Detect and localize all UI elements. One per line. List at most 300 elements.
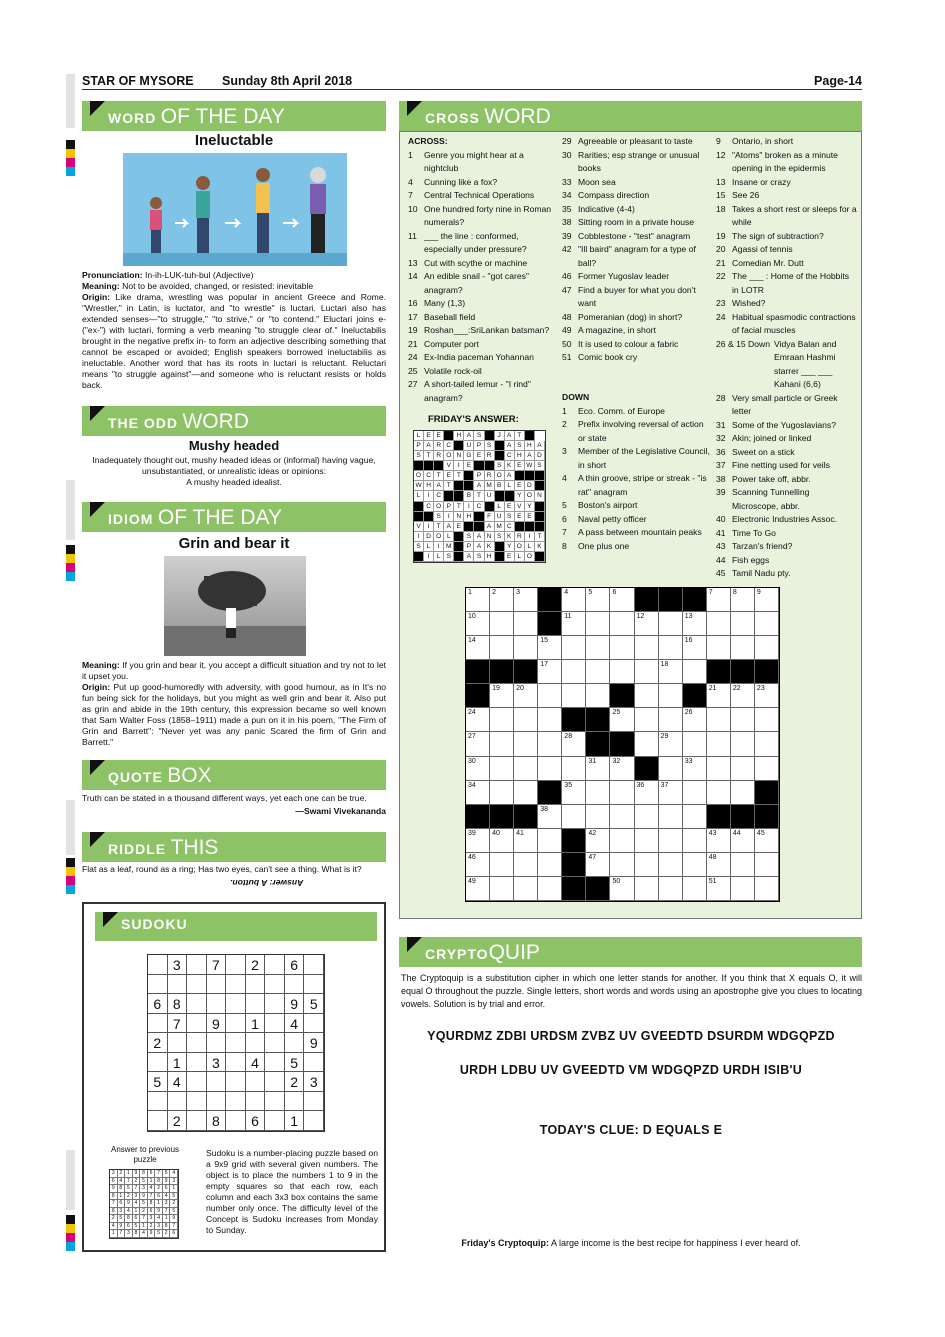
answer-cell: T xyxy=(434,471,444,481)
crossword-cell[interactable] xyxy=(538,853,562,877)
clue-number: 5 xyxy=(562,500,567,510)
sudoku-cell: 5 xyxy=(148,1072,168,1092)
sudoku-answer-cell: 4 xyxy=(118,1178,126,1186)
sudoku-cell[interactable] xyxy=(226,994,246,1014)
crossword-cell[interactable] xyxy=(586,660,610,684)
crossword-cell[interactable] xyxy=(683,757,707,781)
crossword-cell[interactable] xyxy=(731,877,755,901)
crossword-cell[interactable] xyxy=(635,612,659,636)
sudoku-answer-cell: 1 xyxy=(170,1185,178,1193)
sudoku-cell[interactable] xyxy=(246,1072,266,1092)
sudoku-cell[interactable] xyxy=(304,1053,324,1073)
crossword-cell[interactable] xyxy=(562,757,586,781)
banner-small-text: CRYPTO xyxy=(425,946,489,962)
crossword-cell[interactable] xyxy=(490,588,514,612)
crossword-cell[interactable] xyxy=(635,660,659,684)
sudoku-cell[interactable] xyxy=(168,1033,188,1053)
crossword-cell[interactable] xyxy=(538,684,562,708)
crossword-cell[interactable] xyxy=(514,757,538,781)
answer-cell xyxy=(495,441,505,451)
crossword-cell[interactable] xyxy=(490,612,514,636)
crossword-cell[interactable] xyxy=(466,588,490,612)
sudoku-cell[interactable] xyxy=(265,1053,285,1073)
sudoku-cell[interactable] xyxy=(226,975,246,995)
crossword-cell[interactable] xyxy=(562,781,586,805)
sudoku-cell: 6 xyxy=(148,994,168,1014)
sudoku-cell[interactable] xyxy=(265,1014,285,1034)
crossword-cell[interactable] xyxy=(586,805,610,829)
crossword-cell[interactable] xyxy=(755,877,779,901)
sudoku-answer-cell: 7 xyxy=(125,1178,133,1186)
sudoku-cell[interactable] xyxy=(187,1092,207,1112)
crossword-cell[interactable] xyxy=(538,829,562,853)
crossword-cell[interactable] xyxy=(659,757,683,781)
clue-number: 2 xyxy=(562,419,567,429)
crossword-cell[interactable] xyxy=(466,757,490,781)
clue-number: 43 xyxy=(716,541,726,551)
fridays-cryptoquip-label: Friday's Cryptoquip: xyxy=(461,1238,549,1248)
sudoku-answer-cell: 8 xyxy=(140,1170,148,1178)
crossword-cell[interactable] xyxy=(659,660,683,684)
sudoku-cell[interactable] xyxy=(226,1092,246,1112)
crossword-cell[interactable] xyxy=(514,732,538,756)
clue-item xyxy=(716,513,858,527)
crossword-cell[interactable] xyxy=(755,708,779,732)
crossword-cell[interactable] xyxy=(610,853,634,877)
sudoku-cell[interactable] xyxy=(148,1014,168,1034)
crossword-cell[interactable] xyxy=(707,732,731,756)
sudoku-cell: 3 xyxy=(168,955,188,975)
crossword-cell[interactable] xyxy=(586,853,610,877)
banner-small-text: IDIOM xyxy=(108,511,154,527)
meaning-label: Meaning: xyxy=(82,660,120,670)
crossword-cell[interactable] xyxy=(514,853,538,877)
clue-text: Many (1,3) xyxy=(424,298,466,308)
sudoku-answer-cell: 3 xyxy=(118,1208,126,1216)
sudoku-cell[interactable] xyxy=(265,1033,285,1053)
sudoku-answer-cell: 9 xyxy=(133,1170,141,1178)
clue-text: "Atoms" broken as a minute opening in the epidermis xyxy=(732,149,838,173)
clue-number: 37 xyxy=(716,460,726,470)
answer-cell xyxy=(424,461,434,471)
clue-item xyxy=(716,230,858,244)
clue-number: 36 xyxy=(716,446,726,457)
crossword-cell[interactable] xyxy=(466,829,490,853)
crossword-cell[interactable] xyxy=(538,732,562,756)
crossword-cell[interactable] xyxy=(562,588,586,612)
crossword-cell[interactable] xyxy=(490,684,514,708)
crossword-cell[interactable] xyxy=(659,829,683,853)
cell-number: 1 xyxy=(468,589,472,596)
crossword-cell[interactable] xyxy=(731,853,755,877)
crossword-cell[interactable] xyxy=(562,805,586,829)
crossword-cell[interactable] xyxy=(562,660,586,684)
cell-number: 46 xyxy=(468,853,476,861)
clue-text: Wished? xyxy=(732,298,766,308)
answer-cell: S xyxy=(515,441,525,451)
crossword-cell[interactable] xyxy=(514,612,538,636)
crossword-cell[interactable] xyxy=(562,732,586,756)
crossword-cell[interactable] xyxy=(514,588,538,612)
crossword-cell[interactable] xyxy=(610,829,634,853)
crossword-cell[interactable] xyxy=(659,708,683,732)
sudoku-cell[interactable] xyxy=(168,1092,188,1112)
crossword-cell[interactable] xyxy=(538,805,562,829)
crossword-cell[interactable] xyxy=(659,853,683,877)
sudoku-cell[interactable] xyxy=(187,975,207,995)
sudoku-answer-cell: 2 xyxy=(118,1170,126,1178)
answer-cell xyxy=(535,552,545,562)
sudoku-cell[interactable] xyxy=(226,1014,246,1034)
sudoku-cell[interactable] xyxy=(304,955,324,975)
sudoku-cell[interactable] xyxy=(148,955,168,975)
sudoku-cell[interactable] xyxy=(304,975,324,995)
crossword-cell[interactable] xyxy=(731,732,755,756)
crossword-cell[interactable] xyxy=(635,636,659,660)
answer-cell: W xyxy=(414,481,424,491)
crossword-cell[interactable] xyxy=(731,757,755,781)
crossword-cell[interactable] xyxy=(586,612,610,636)
sudoku-answer-cell: 1 xyxy=(148,1178,156,1186)
answer-cell: V xyxy=(414,522,424,532)
answer-cell: C xyxy=(444,441,454,451)
crossword-cell[interactable] xyxy=(562,684,586,708)
sudoku-answer-cell: 4 xyxy=(163,1193,171,1201)
sudoku-cell: 8 xyxy=(207,1111,227,1131)
crossword-cell[interactable] xyxy=(610,757,634,781)
sudoku-cell[interactable] xyxy=(265,1092,285,1112)
crossword-cell[interactable] xyxy=(707,781,731,805)
crossword-cell[interactable] xyxy=(755,588,779,612)
crossword-cell[interactable] xyxy=(490,877,514,901)
sudoku-cell[interactable] xyxy=(207,1033,227,1053)
crossword-cell[interactable] xyxy=(538,877,562,901)
idiom-banner xyxy=(82,502,386,532)
clue-text: The ___ : Home of the Hobbits in LOTR xyxy=(732,271,850,295)
crossword-cell[interactable] xyxy=(683,877,707,901)
sudoku-cell[interactable] xyxy=(265,955,285,975)
crossword-cell[interactable] xyxy=(755,853,779,877)
answer-cell: S xyxy=(535,461,545,471)
crossword-cell[interactable] xyxy=(586,829,610,853)
crossword-cell[interactable] xyxy=(659,781,683,805)
sudoku-cell[interactable] xyxy=(207,994,227,1014)
cell-number: 16 xyxy=(684,637,693,645)
sudoku-cell[interactable] xyxy=(187,1014,207,1034)
crossword-cell[interactable] xyxy=(635,853,659,877)
sudoku-cell[interactable] xyxy=(226,1072,246,1092)
cell-number: 18 xyxy=(660,661,669,669)
crossword-cell[interactable] xyxy=(490,732,514,756)
cell-number: 13 xyxy=(684,613,693,621)
sudoku-answer-cell: 1 xyxy=(118,1193,126,1201)
clue-item xyxy=(562,418,710,445)
clue-number: 49 xyxy=(562,325,572,335)
answer-cell xyxy=(424,512,434,522)
crossword-cell[interactable] xyxy=(635,877,659,901)
crossword-cell[interactable] xyxy=(466,636,490,660)
crossword-cell[interactable] xyxy=(635,805,659,829)
crossword-cell[interactable] xyxy=(683,612,707,636)
sudoku-cell[interactable] xyxy=(187,1033,207,1053)
crossword-cell[interactable] xyxy=(610,805,634,829)
crossword-cell[interactable] xyxy=(707,636,731,660)
crossword-cell[interactable] xyxy=(610,660,634,684)
crossword-cell[interactable] xyxy=(683,829,707,853)
answer-cell: E xyxy=(434,431,444,441)
cryptoquip-banner xyxy=(399,937,862,967)
sudoku-cell[interactable] xyxy=(207,975,227,995)
crossword-cell[interactable] xyxy=(659,612,683,636)
sudoku-cell[interactable] xyxy=(148,975,168,995)
crossword-cell[interactable] xyxy=(514,829,538,853)
banner-small-text: CROSS xyxy=(425,110,480,126)
sudoku-cell[interactable] xyxy=(246,1092,266,1112)
crossword-cell[interactable] xyxy=(586,781,610,805)
answer-cell xyxy=(495,451,505,461)
clue-text: ___ the line : conformed, especially under pressure? xyxy=(424,230,527,254)
crossword-black-cell xyxy=(562,829,586,853)
crossword-cell[interactable] xyxy=(707,853,731,877)
crossword-cell[interactable] xyxy=(610,781,634,805)
crossword-cell[interactable] xyxy=(514,877,538,901)
crossword-cell[interactable] xyxy=(538,708,562,732)
sudoku-cell[interactable] xyxy=(265,1072,285,1092)
crossword-cell[interactable] xyxy=(610,877,634,901)
crossword-cell[interactable] xyxy=(731,588,755,612)
crossword-cell[interactable] xyxy=(490,853,514,877)
crossword-cell[interactable] xyxy=(538,757,562,781)
crossword-cell[interactable] xyxy=(755,684,779,708)
crossword-cell[interactable] xyxy=(755,636,779,660)
sudoku-cell[interactable] xyxy=(226,955,246,975)
answer-cell xyxy=(414,552,424,562)
cell-number: 35 xyxy=(564,781,573,789)
crossword-cell[interactable] xyxy=(514,684,538,708)
clue-number: 24 xyxy=(716,311,726,322)
crossword-cell[interactable] xyxy=(635,829,659,853)
crossword-cell[interactable] xyxy=(586,684,610,708)
clue-number: 42 xyxy=(562,244,572,254)
sudoku-cell[interactable] xyxy=(304,1111,324,1131)
sudoku-answer-cell: 2 xyxy=(125,1193,133,1201)
answer-cell xyxy=(464,522,474,532)
clue-item xyxy=(562,216,710,230)
sudoku-cell[interactable] xyxy=(265,975,285,995)
sudoku-answer-cell: 7 xyxy=(163,1208,171,1216)
margin-bar-low xyxy=(66,800,75,855)
sudoku-cell[interactable] xyxy=(187,1072,207,1092)
sudoku-cell[interactable] xyxy=(265,994,285,1014)
crossword-cell[interactable] xyxy=(635,708,659,732)
answer-cell: L xyxy=(505,481,515,491)
sudoku-cell[interactable] xyxy=(207,1072,227,1092)
crossword-cell[interactable] xyxy=(538,636,562,660)
clue-text: Sweet on a stick xyxy=(732,446,795,457)
crossword-cell[interactable] xyxy=(659,636,683,660)
page-number: Page-14 xyxy=(814,74,862,88)
sudoku-cell[interactable] xyxy=(246,994,266,1014)
answer-cell xyxy=(454,491,464,501)
sudoku-cell[interactable] xyxy=(304,1092,324,1112)
sudoku-cell[interactable] xyxy=(265,1111,285,1131)
clue-number: 23 xyxy=(716,298,726,308)
word-of-the-day-title: Ineluctable xyxy=(194,132,274,149)
answer-cell: E xyxy=(515,481,525,491)
crossword-cell[interactable] xyxy=(610,708,634,732)
crossword-cell[interactable] xyxy=(538,660,562,684)
clue-number: 26 & 15 Down xyxy=(716,338,770,349)
crossword-cell[interactable] xyxy=(562,612,586,636)
crossword-cell[interactable] xyxy=(683,636,707,660)
crossword-cell[interactable] xyxy=(731,684,755,708)
cell-number: 24 xyxy=(468,709,476,717)
sudoku-cell[interactable] xyxy=(148,1053,168,1073)
answer-cell: E xyxy=(515,461,525,471)
answer-cell: M xyxy=(444,542,454,552)
corner-triangle-icon xyxy=(90,832,106,847)
crossword-cell[interactable] xyxy=(683,708,707,732)
crossword-cell[interactable] xyxy=(490,708,514,732)
sudoku-cell[interactable] xyxy=(187,1053,207,1073)
crossword-cell[interactable] xyxy=(755,829,779,853)
crossword-cell[interactable] xyxy=(466,853,490,877)
crossword-cell[interactable] xyxy=(586,588,610,612)
sudoku-cell[interactable] xyxy=(285,975,305,995)
crossword-cell[interactable] xyxy=(610,612,634,636)
crossword-cell[interactable] xyxy=(466,781,490,805)
answer-cell: V xyxy=(444,461,454,471)
crossword-cell[interactable] xyxy=(514,636,538,660)
sudoku-cell: 4 xyxy=(246,1053,266,1073)
sudoku-answer-cell: 4 xyxy=(133,1200,141,1208)
crossword-cell[interactable] xyxy=(731,636,755,660)
sudoku-cell[interactable] xyxy=(168,975,188,995)
crossword-cell[interactable] xyxy=(610,636,634,660)
crossword-cell[interactable] xyxy=(683,781,707,805)
crossword-cell[interactable] xyxy=(707,757,731,781)
sudoku-cell[interactable] xyxy=(304,1014,324,1034)
sudoku-answer-cell: 2 xyxy=(170,1200,178,1208)
cell-number: 22 xyxy=(732,685,741,693)
crossword-cell[interactable] xyxy=(731,612,755,636)
crossword-cell[interactable] xyxy=(466,877,490,901)
sudoku-cell[interactable] xyxy=(285,1092,305,1112)
crossword-cell[interactable] xyxy=(659,805,683,829)
crossword-cell[interactable] xyxy=(659,684,683,708)
crossword-cell[interactable] xyxy=(466,612,490,636)
sudoku-answer-cell: 1 xyxy=(155,1200,163,1208)
sudoku-cell[interactable] xyxy=(187,955,207,975)
crossword-cell[interactable] xyxy=(635,732,659,756)
crossword-cell[interactable] xyxy=(514,708,538,732)
sudoku-answer-cell: 5 xyxy=(155,1230,163,1238)
sudoku-answer-cell: 5 xyxy=(170,1193,178,1201)
sudoku-answer-cell: 7 xyxy=(118,1230,126,1238)
clue-number: 3 xyxy=(562,446,567,456)
sudoku-answer-cell: 6 xyxy=(125,1223,133,1231)
sudoku-answer-cell: 4 xyxy=(140,1230,148,1238)
sudoku-cell[interactable] xyxy=(207,1092,227,1112)
crossword-cell[interactable] xyxy=(755,732,779,756)
crossword-cell[interactable] xyxy=(466,732,490,756)
clue-text: Fine netting used for veils xyxy=(732,460,830,470)
crossword-cell[interactable] xyxy=(707,708,731,732)
clue-text: Takes a short rest or sleeps for a while xyxy=(732,203,857,227)
crossword-cell[interactable] xyxy=(731,829,755,853)
answer-cell: E xyxy=(505,502,515,512)
clue-text: Electronic Industries Assoc. xyxy=(732,514,838,524)
crossword-cell[interactable] xyxy=(490,781,514,805)
crossword-cell[interactable] xyxy=(683,660,707,684)
crossword-cell[interactable] xyxy=(683,732,707,756)
crossword-cell[interactable] xyxy=(755,757,779,781)
crossword-cell[interactable] xyxy=(514,781,538,805)
answer-cell: B xyxy=(464,491,474,501)
crossword-cell[interactable] xyxy=(683,853,707,877)
crossword-cell[interactable] xyxy=(707,684,731,708)
sudoku-cell[interactable] xyxy=(226,1053,246,1073)
crossword-cell[interactable] xyxy=(562,636,586,660)
sudoku-cell[interactable] xyxy=(285,1033,305,1053)
sudoku-cell[interactable] xyxy=(148,1092,168,1112)
sudoku-answer-cell: 1 xyxy=(140,1223,148,1231)
crossword-cell[interactable] xyxy=(490,636,514,660)
cell-number: 11 xyxy=(564,613,572,621)
clue-item xyxy=(562,513,710,527)
crossword-cell[interactable] xyxy=(707,588,731,612)
clue-number: 41 xyxy=(716,527,726,538)
down-label: DOWN xyxy=(562,392,590,402)
crossword-cell[interactable] xyxy=(586,636,610,660)
clue-number: 19 xyxy=(716,230,726,241)
crossword-cell[interactable] xyxy=(466,708,490,732)
registration-mark xyxy=(66,1215,75,1251)
crossword-cell[interactable] xyxy=(635,684,659,708)
sudoku-cell[interactable] xyxy=(187,1111,207,1131)
crossword-cell[interactable] xyxy=(731,781,755,805)
crossword-cell[interactable] xyxy=(490,757,514,781)
sudoku-cell[interactable] xyxy=(246,975,266,995)
crossword-cell[interactable] xyxy=(683,805,707,829)
crossword-cell[interactable] xyxy=(659,877,683,901)
sudoku-cell[interactable] xyxy=(246,1033,266,1053)
sudoku-cell[interactable] xyxy=(187,994,207,1014)
crossword-cell[interactable] xyxy=(659,732,683,756)
fridays-cryptoquip-answer: A large income is the best recipe for happiness I ever heard of. xyxy=(551,1238,801,1248)
crossword-cell[interactable] xyxy=(755,612,779,636)
crossword-cell[interactable] xyxy=(707,877,731,901)
clue-item xyxy=(562,526,710,540)
crossword-cell[interactable] xyxy=(707,829,731,853)
crossword-black-cell xyxy=(562,877,586,901)
crossword-cell[interactable] xyxy=(707,612,731,636)
crossword-banner xyxy=(399,101,862,131)
cell-number: 8 xyxy=(732,589,737,596)
sudoku-cell[interactable] xyxy=(148,1111,168,1131)
answer-cell: R xyxy=(485,471,495,481)
banner-small-text: WORD xyxy=(108,110,157,126)
clue-text: Cunning like a fox? xyxy=(424,176,498,187)
sudoku-cell[interactable] xyxy=(226,1033,246,1053)
crossword-cell[interactable] xyxy=(586,757,610,781)
crossword-cell[interactable] xyxy=(610,588,634,612)
crossword-cell[interactable] xyxy=(731,708,755,732)
sudoku-cell[interactable] xyxy=(226,1111,246,1131)
crossword-cell[interactable] xyxy=(490,829,514,853)
crossword-black-cell xyxy=(755,660,779,684)
crossword-cell[interactable] xyxy=(635,781,659,805)
